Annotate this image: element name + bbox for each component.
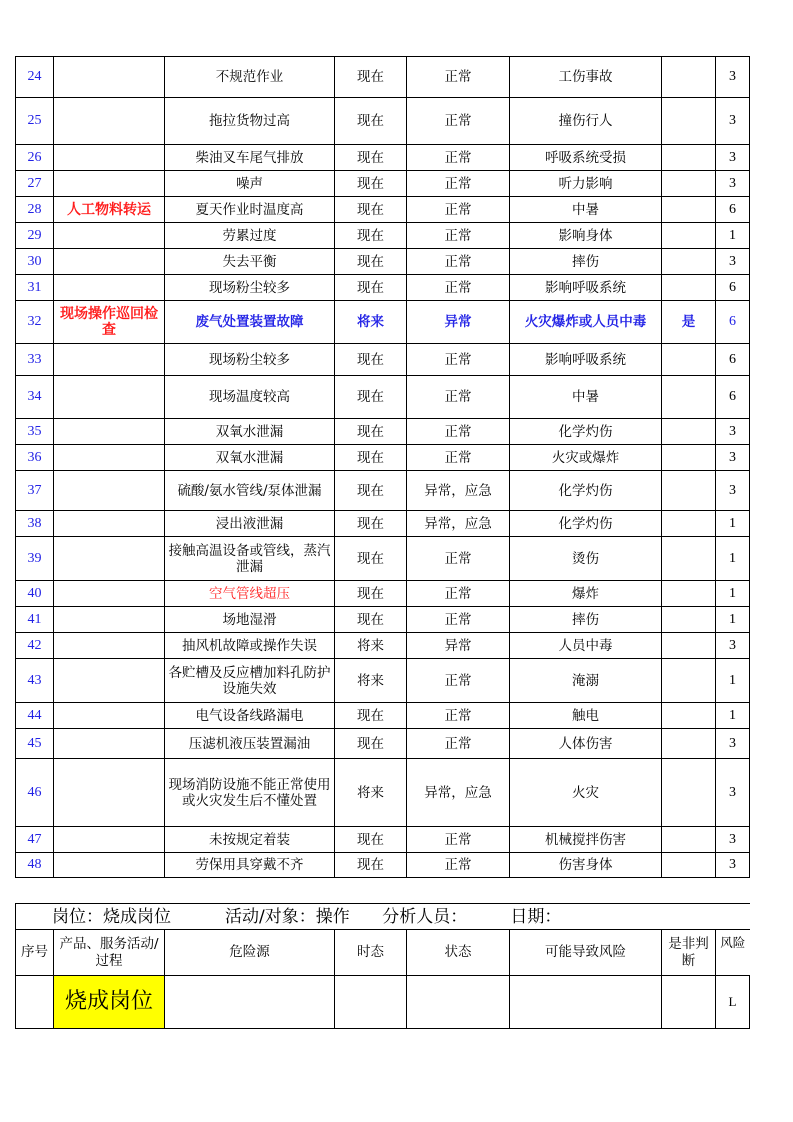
cell-seq: 32 bbox=[16, 301, 54, 344]
table-row bbox=[16, 275, 750, 301]
cell-tense: 现在 bbox=[335, 703, 407, 729]
cell-activity: 人工物料转运 bbox=[54, 197, 165, 223]
cell-activity bbox=[54, 633, 165, 659]
cell-risk: 摔伤 bbox=[510, 607, 662, 633]
cell-tense: 现在 bbox=[335, 511, 407, 537]
cell-level: 1 bbox=[716, 703, 750, 729]
table-row bbox=[16, 581, 750, 607]
cell-judge bbox=[662, 853, 716, 878]
cell-judge bbox=[662, 445, 716, 471]
table-row bbox=[16, 171, 750, 197]
cell-tense bbox=[335, 976, 407, 1029]
cell-seq bbox=[16, 976, 54, 1029]
cell-risk: 化学灼伤 bbox=[510, 511, 662, 537]
cell-seq: 39 bbox=[16, 537, 54, 581]
cell-risk: 淹溺 bbox=[510, 659, 662, 703]
cell-hazard: 劳累过度 bbox=[165, 223, 335, 249]
cell-state: 正常 bbox=[407, 98, 510, 145]
cell-hazard: 失去平衡 bbox=[165, 249, 335, 275]
cell-state: 正常 bbox=[407, 581, 510, 607]
cell-state: 正常 bbox=[407, 659, 510, 703]
cell-tense: 现在 bbox=[335, 853, 407, 878]
cell-activity bbox=[54, 537, 165, 581]
cell-risk: 化学灼伤 bbox=[510, 419, 662, 445]
cell-activity bbox=[54, 98, 165, 145]
cell-judge bbox=[662, 581, 716, 607]
cell-state: 正常 bbox=[407, 729, 510, 759]
cell-seq: 37 bbox=[16, 471, 54, 511]
cell-state: 正常 bbox=[407, 145, 510, 171]
cell-state: 正常 bbox=[407, 344, 510, 376]
cell-judge bbox=[662, 249, 716, 275]
cell-seq: 26 bbox=[16, 145, 54, 171]
cell-activity bbox=[54, 471, 165, 511]
cell-activity bbox=[54, 223, 165, 249]
cell-activity bbox=[54, 659, 165, 703]
cell-risk: 中暑 bbox=[510, 376, 662, 419]
cell-level: 3 bbox=[716, 445, 750, 471]
cell-risk: 影响呼吸系统 bbox=[510, 275, 662, 301]
cell-hazard: 现场粉尘较多 bbox=[165, 275, 335, 301]
cell-tense: 现在 bbox=[335, 729, 407, 759]
header-row bbox=[16, 930, 750, 976]
cell-state: 正常 bbox=[407, 249, 510, 275]
cell-seq: 36 bbox=[16, 445, 54, 471]
cell-activity bbox=[54, 759, 165, 827]
cell-risk: 影响身体 bbox=[510, 223, 662, 249]
cell-tense: 现在 bbox=[335, 607, 407, 633]
cell-tense: 现在 bbox=[335, 275, 407, 301]
cell-tense: 现在 bbox=[335, 471, 407, 511]
cell-risk: 听力影响 bbox=[510, 171, 662, 197]
cell-risk: 中暑 bbox=[510, 197, 662, 223]
cell-seq: 27 bbox=[16, 171, 54, 197]
cell-tense: 现在 bbox=[335, 98, 407, 145]
cell-judge bbox=[662, 703, 716, 729]
cell-level: 3 bbox=[716, 729, 750, 759]
cell-level: 6 bbox=[716, 344, 750, 376]
cell-judge bbox=[662, 419, 716, 445]
cell-judge: 是 bbox=[662, 301, 716, 344]
cell-judge bbox=[662, 471, 716, 511]
cell-state: 正常 bbox=[407, 275, 510, 301]
cell-seq: 30 bbox=[16, 249, 54, 275]
cell-state: 异常，应急 bbox=[407, 471, 510, 511]
cell-activity bbox=[54, 607, 165, 633]
cell-activity bbox=[54, 275, 165, 301]
cell-activity bbox=[54, 729, 165, 759]
cell-seq: 43 bbox=[16, 659, 54, 703]
cell-hazard: 双氧水泄漏 bbox=[165, 419, 335, 445]
cell-judge bbox=[662, 729, 716, 759]
cell-tense: 现在 bbox=[335, 376, 407, 419]
table-row bbox=[16, 729, 750, 759]
cell-seq: 24 bbox=[16, 57, 54, 98]
table-title: 岗位：烧成岗位 活动/对象：操作 分析人员： 日期： bbox=[16, 904, 750, 930]
table-row bbox=[16, 827, 750, 853]
cell-hazard: 空气管线超压 bbox=[165, 581, 335, 607]
cell-hazard: 双氧水泄漏 bbox=[165, 445, 335, 471]
cell-level: 6 bbox=[716, 275, 750, 301]
cell-seq: 25 bbox=[16, 98, 54, 145]
cell-hazard: 现场温度较高 bbox=[165, 376, 335, 419]
cell-judge bbox=[662, 344, 716, 376]
cell-state: 正常 bbox=[407, 197, 510, 223]
table-row bbox=[16, 759, 750, 827]
cell-risk: 火灾或爆炸 bbox=[510, 445, 662, 471]
cell-judge bbox=[662, 659, 716, 703]
cell-activity bbox=[54, 145, 165, 171]
cell-level: 1 bbox=[716, 659, 750, 703]
table-row bbox=[16, 853, 750, 878]
cell-tense: 现在 bbox=[335, 445, 407, 471]
cell-risk: 触电 bbox=[510, 703, 662, 729]
cell-level: 3 bbox=[716, 419, 750, 445]
table-row bbox=[16, 376, 750, 419]
cell-risk: 撞伤行人 bbox=[510, 98, 662, 145]
cell-risk: 烫伤 bbox=[510, 537, 662, 581]
cell-risk: 摔伤 bbox=[510, 249, 662, 275]
cell-judge bbox=[662, 511, 716, 537]
cell-activity bbox=[54, 703, 165, 729]
hazard-table-continued bbox=[15, 56, 750, 878]
cell-level: 3 bbox=[716, 827, 750, 853]
header-state: 状态 bbox=[407, 930, 510, 976]
cell-judge bbox=[662, 633, 716, 659]
cell-tense: 现在 bbox=[335, 419, 407, 445]
cell-state: 异常 bbox=[407, 301, 510, 344]
table-row bbox=[16, 223, 750, 249]
cell-tense: 现在 bbox=[335, 249, 407, 275]
cell-seq: 47 bbox=[16, 827, 54, 853]
cell-hazard: 硫酸/氨水管线/泵体泄漏 bbox=[165, 471, 335, 511]
cell-level: 6 bbox=[716, 197, 750, 223]
cell-hazard: 场地湿滑 bbox=[165, 607, 335, 633]
cell-level: 3 bbox=[716, 145, 750, 171]
cell-state: 正常 bbox=[407, 223, 510, 249]
cell-tense: 将来 bbox=[335, 301, 407, 344]
cell-tense: 将来 bbox=[335, 759, 407, 827]
cell-level: 3 bbox=[716, 171, 750, 197]
cell-judge bbox=[662, 57, 716, 98]
cell-tense: 现在 bbox=[335, 581, 407, 607]
cell-hazard: 现场消防设施不能正常使用或火灾发生后不懂处置 bbox=[165, 759, 335, 827]
cell-hazard: 劳保用具穿戴不齐 bbox=[165, 853, 335, 878]
cell-hazard: 噪声 bbox=[165, 171, 335, 197]
cell-state: 正常 bbox=[407, 537, 510, 581]
cell-judge bbox=[662, 607, 716, 633]
cell-hazard: 夏天作业时温度高 bbox=[165, 197, 335, 223]
cell-tense: 现在 bbox=[335, 197, 407, 223]
cell-risk: 机械搅拌伤害 bbox=[510, 827, 662, 853]
cell-seq: 28 bbox=[16, 197, 54, 223]
cell-risk: 呼吸系统受损 bbox=[510, 145, 662, 171]
cell-judge bbox=[662, 223, 716, 249]
cell-level: 1 bbox=[716, 223, 750, 249]
cell-state: 正常 bbox=[407, 703, 510, 729]
cell-state: 正常 bbox=[407, 376, 510, 419]
cell-seq: 41 bbox=[16, 607, 54, 633]
cell-level: 1 bbox=[716, 607, 750, 633]
cell-state bbox=[407, 976, 510, 1029]
cell-hazard: 接触高温设备或管线，蒸汽泄漏 bbox=[165, 537, 335, 581]
cell-tense: 现在 bbox=[335, 827, 407, 853]
table-row bbox=[16, 419, 750, 445]
cell-judge bbox=[662, 98, 716, 145]
cell-level: 3 bbox=[716, 471, 750, 511]
cell-risk: 爆炸 bbox=[510, 581, 662, 607]
header-hazard: 危险源 bbox=[165, 930, 335, 976]
table-row bbox=[16, 197, 750, 223]
cell-level: 3 bbox=[716, 98, 750, 145]
cell-tense: 现在 bbox=[335, 171, 407, 197]
cell-hazard: 不规范作业 bbox=[165, 57, 335, 98]
cell-seq: 38 bbox=[16, 511, 54, 537]
cell-seq: 40 bbox=[16, 581, 54, 607]
cell-hazard: 废气处置装置故障 bbox=[165, 301, 335, 344]
cell-tense: 现在 bbox=[335, 344, 407, 376]
cell-hazard: 各贮槽及反应槽加料孔防护设施失效 bbox=[165, 659, 335, 703]
cell-tense: 现在 bbox=[335, 145, 407, 171]
cell-activity bbox=[54, 249, 165, 275]
cell-level: 3 bbox=[716, 853, 750, 878]
cell-risk: 化学灼伤 bbox=[510, 471, 662, 511]
cell-level: L bbox=[716, 976, 750, 1029]
cell-seq: 35 bbox=[16, 419, 54, 445]
cell-level: 1 bbox=[716, 581, 750, 607]
cell-activity bbox=[54, 827, 165, 853]
cell-hazard: 拖拉货物过高 bbox=[165, 98, 335, 145]
cell-tense: 将来 bbox=[335, 659, 407, 703]
cell-activity bbox=[54, 581, 165, 607]
cell-judge bbox=[662, 976, 716, 1029]
cell-level: 1 bbox=[716, 537, 750, 581]
cell-seq: 34 bbox=[16, 376, 54, 419]
cell-judge bbox=[662, 827, 716, 853]
cell-hazard: 浸出液泄漏 bbox=[165, 511, 335, 537]
cell-state: 异常 bbox=[407, 633, 510, 659]
cell-activity: 烧成岗位 bbox=[54, 976, 165, 1029]
cell-hazard: 现场粉尘较多 bbox=[165, 344, 335, 376]
cell-activity bbox=[54, 419, 165, 445]
header-activity: 产品、服务活动/过程 bbox=[54, 930, 165, 976]
cell-tense: 将来 bbox=[335, 633, 407, 659]
table-row bbox=[16, 98, 750, 145]
cell-level: 3 bbox=[716, 249, 750, 275]
cell-state: 正常 bbox=[407, 171, 510, 197]
cell-judge bbox=[662, 145, 716, 171]
cell-judge bbox=[662, 376, 716, 419]
cell-activity bbox=[54, 344, 165, 376]
cell-judge bbox=[662, 537, 716, 581]
cell-level: 6 bbox=[716, 301, 750, 344]
cell-risk: 火灾爆炸或人员中毒 bbox=[510, 301, 662, 344]
cell-activity: 现场操作巡回检查 bbox=[54, 301, 165, 344]
table-row bbox=[16, 344, 750, 376]
cell-risk: 伤害身体 bbox=[510, 853, 662, 878]
table-row bbox=[16, 445, 750, 471]
table-row bbox=[16, 57, 750, 98]
cell-level: 3 bbox=[716, 759, 750, 827]
cell-state: 正常 bbox=[407, 57, 510, 98]
cell-risk: 工伤事故 bbox=[510, 57, 662, 98]
cell-state: 异常，应急 bbox=[407, 759, 510, 827]
cell-state: 正常 bbox=[407, 445, 510, 471]
table-row bbox=[16, 511, 750, 537]
cell-tense: 现在 bbox=[335, 537, 407, 581]
cell-seq: 45 bbox=[16, 729, 54, 759]
cell-activity bbox=[54, 445, 165, 471]
cell-judge bbox=[662, 171, 716, 197]
cell-hazard: 压滤机液压装置漏油 bbox=[165, 729, 335, 759]
header-tense: 时态 bbox=[335, 930, 407, 976]
cell-tense: 现在 bbox=[335, 57, 407, 98]
table-row bbox=[16, 301, 750, 344]
cell-risk: 人体伤害 bbox=[510, 729, 662, 759]
cell-seq: 42 bbox=[16, 633, 54, 659]
cell-state: 正常 bbox=[407, 853, 510, 878]
cell-judge bbox=[662, 197, 716, 223]
cell-state: 正常 bbox=[407, 419, 510, 445]
hazard-table-kiln-post bbox=[15, 903, 750, 1029]
cell-level: 6 bbox=[716, 376, 750, 419]
cell-activity bbox=[54, 376, 165, 419]
cell-level: 1 bbox=[716, 511, 750, 537]
cell-activity bbox=[54, 853, 165, 878]
table-row bbox=[16, 659, 750, 703]
cell-state: 正常 bbox=[407, 827, 510, 853]
cell-level: 3 bbox=[716, 633, 750, 659]
table-row bbox=[16, 145, 750, 171]
cell-level: 3 bbox=[716, 57, 750, 98]
cell-hazard: 柴油叉车尾气排放 bbox=[165, 145, 335, 171]
table-row bbox=[16, 471, 750, 511]
table-row bbox=[16, 537, 750, 581]
cell-seq: 31 bbox=[16, 275, 54, 301]
table-row bbox=[16, 633, 750, 659]
cell-seq: 33 bbox=[16, 344, 54, 376]
cell-risk: 影响呼吸系统 bbox=[510, 344, 662, 376]
header-level: 风险 bbox=[716, 930, 750, 976]
cell-seq: 44 bbox=[16, 703, 54, 729]
cell-judge bbox=[662, 275, 716, 301]
table-row bbox=[16, 607, 750, 633]
cell-state: 正常 bbox=[407, 607, 510, 633]
cell-hazard: 抽风机故障或操作失误 bbox=[165, 633, 335, 659]
cell-seq: 46 bbox=[16, 759, 54, 827]
cell-hazard: 电气设备线路漏电 bbox=[165, 703, 335, 729]
cell-activity bbox=[54, 171, 165, 197]
table-title-row bbox=[16, 904, 750, 930]
cell-seq: 48 bbox=[16, 853, 54, 878]
cell-activity bbox=[54, 57, 165, 98]
header-judge: 是非判断 bbox=[662, 930, 716, 976]
table-row bbox=[16, 703, 750, 729]
cell-risk bbox=[510, 976, 662, 1029]
cell-tense: 现在 bbox=[335, 223, 407, 249]
cell-hazard bbox=[165, 976, 335, 1029]
cell-seq: 29 bbox=[16, 223, 54, 249]
cell-judge bbox=[662, 759, 716, 827]
cell-risk: 人员中毒 bbox=[510, 633, 662, 659]
header-risk: 可能导致风险 bbox=[510, 930, 662, 976]
cell-state: 异常，应急 bbox=[407, 511, 510, 537]
header-seq: 序号 bbox=[16, 930, 54, 976]
table-row bbox=[16, 249, 750, 275]
cell-hazard: 未按规定着装 bbox=[165, 827, 335, 853]
cell-activity bbox=[54, 511, 165, 537]
table-row bbox=[16, 976, 750, 1029]
cell-risk: 火灾 bbox=[510, 759, 662, 827]
